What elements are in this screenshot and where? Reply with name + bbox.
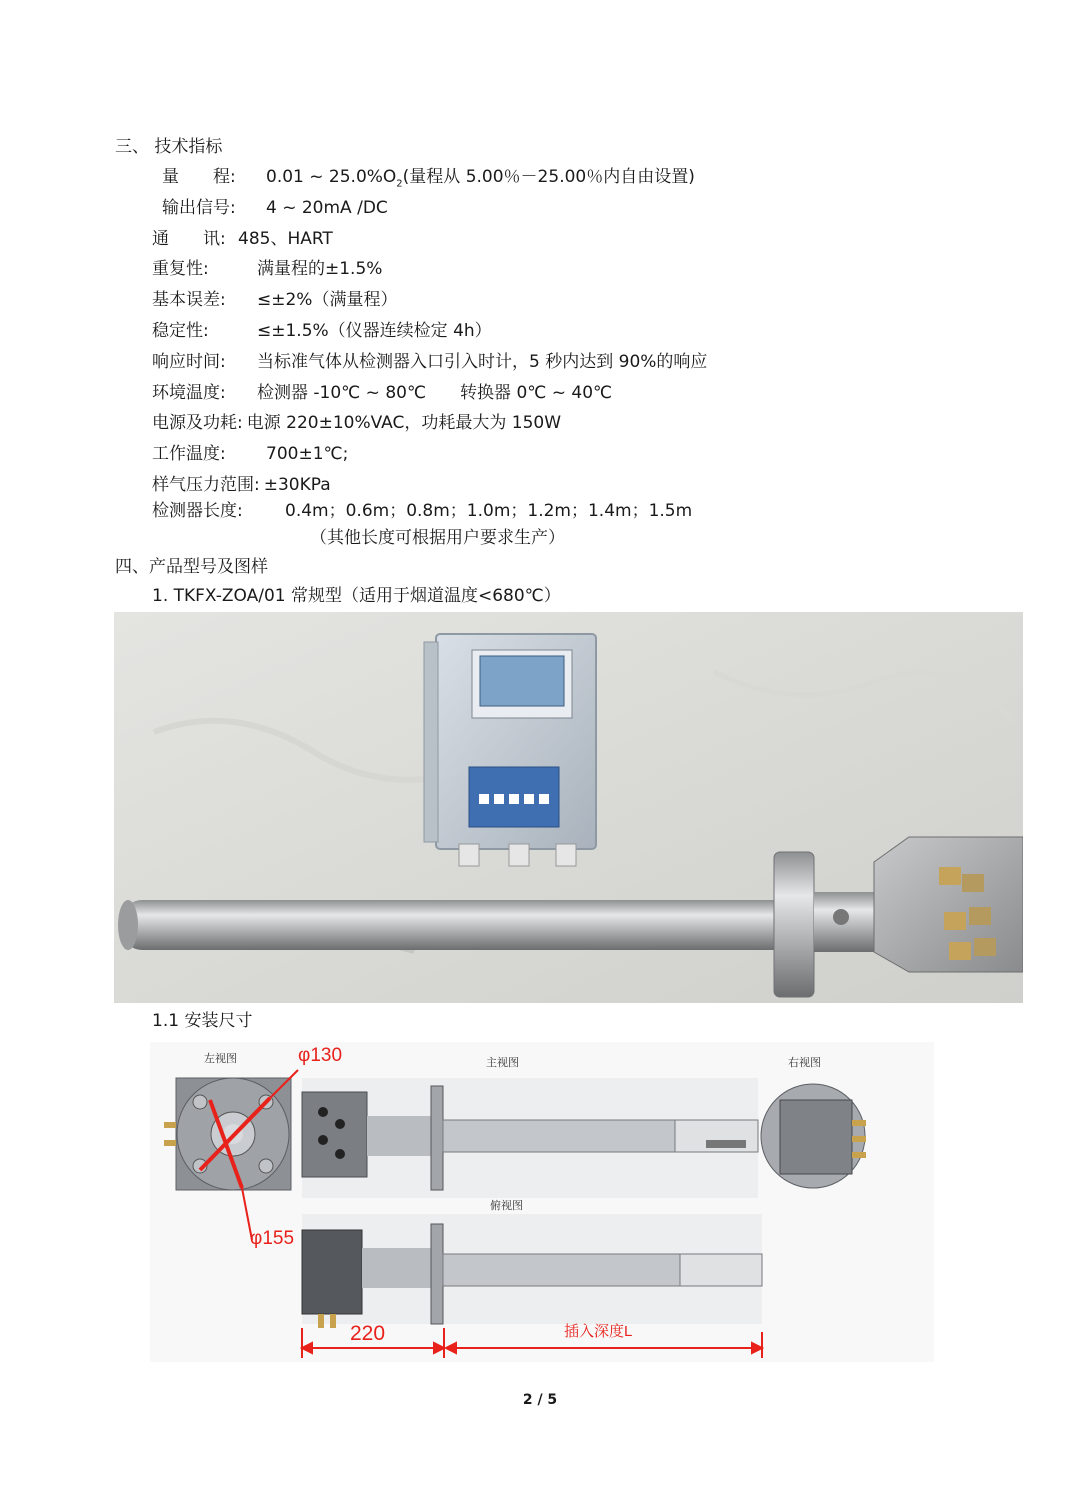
- page-number: 2 / 5: [522, 1392, 558, 1408]
- dim-130-label: φ130: [298, 1045, 343, 1066]
- spec-comm: [152, 228, 333, 250]
- spec-value: 4 ~ 20mA /DC: [266, 198, 388, 218]
- spec-power: [152, 412, 561, 434]
- main-view-label: 主视图: [486, 1057, 519, 1069]
- spec-value: 485、HART: [238, 229, 333, 249]
- model-title: 1. TKFX-ZOA/01 常规型（适用于烟道温度<680℃）: [152, 586, 561, 606]
- section-3-heading: 三、 技术指标: [115, 137, 223, 157]
- spec-label: 检测器长度:: [152, 501, 243, 521]
- detector-head: [874, 837, 1023, 972]
- spec-value: 700±1℃;: [266, 444, 349, 464]
- spec-label: 输出信号:: [162, 198, 236, 218]
- main-view: [302, 1078, 758, 1198]
- spec-pressure: [152, 474, 331, 496]
- top-view-label: 俯视图: [490, 1200, 523, 1212]
- spec-label: 电源及功耗:: [152, 413, 243, 433]
- spec-ambient: [152, 382, 612, 404]
- spec-value: 0.01 ~ 25.0%O: [266, 167, 397, 187]
- spec-label: 量 程:: [162, 167, 236, 187]
- right-view: [761, 1084, 866, 1188]
- converter-box: [424, 634, 596, 866]
- spec-value: 满量程的±1.5%: [257, 259, 383, 279]
- insert-depth-label: 插入深度L: [564, 1323, 633, 1340]
- product-photo: [114, 612, 1023, 1003]
- spec-error: [152, 289, 397, 311]
- install-heading: 1.1 安装尺寸: [152, 1011, 253, 1031]
- top-view: [302, 1214, 762, 1328]
- spec-length: [152, 500, 692, 522]
- spec-value-extra: (量程从 5.00％－25.00％内自由设置): [402, 167, 695, 187]
- spec-length-note: （其他长度可根据用户要求生产）: [310, 528, 565, 548]
- spec-value: 当标准气体从检测器入口引入时计，5 秒内达到 90%的响应: [257, 352, 708, 372]
- spec-stability: [152, 320, 492, 342]
- spec-label: 基本误差:: [152, 290, 226, 310]
- spec-label: 样气压力范围:: [152, 475, 260, 495]
- spec-value: ≤±2%（满量程）: [257, 290, 398, 310]
- section-4-heading: 四、产品型号及图样: [115, 557, 268, 577]
- right-view-label: 右视图: [788, 1057, 821, 1069]
- spec-response: [152, 351, 707, 373]
- spec-output: [162, 197, 388, 219]
- spec-value: 电源 220±10%VAC，功耗最大为 150W: [246, 413, 562, 433]
- dim-155-label: φ155: [250, 1228, 295, 1249]
- spec-repeat: [152, 258, 382, 280]
- spec-label: 环境温度:: [152, 383, 226, 403]
- spec-range: [162, 166, 695, 195]
- spec-label: 稳定性:: [152, 321, 209, 341]
- spec-value: ≤±1.5%（仪器连续检定 4h）: [257, 321, 492, 341]
- install-drawing: [150, 1042, 934, 1362]
- left-view-label: 左视图: [204, 1053, 237, 1065]
- spec-value: 0.4m；0.6m；0.8m；1.0m；1.2m；1.4m；1.5m: [285, 501, 693, 521]
- spec-work-temp: [152, 443, 348, 465]
- spec-label: 工作温度:: [152, 444, 226, 464]
- spec-label: 通 讯:: [152, 229, 226, 249]
- spec-label: 重复性:: [152, 259, 209, 279]
- dim-220-label: 220: [350, 1322, 386, 1345]
- spec-label: 响应时间:: [152, 352, 226, 372]
- spec-value: ±30KPa: [263, 475, 331, 495]
- spec-value: 检测器 -10℃ ~ 80℃ 转换器 0℃ ~ 40℃: [257, 383, 613, 403]
- spec-subscript: 2: [396, 178, 403, 190]
